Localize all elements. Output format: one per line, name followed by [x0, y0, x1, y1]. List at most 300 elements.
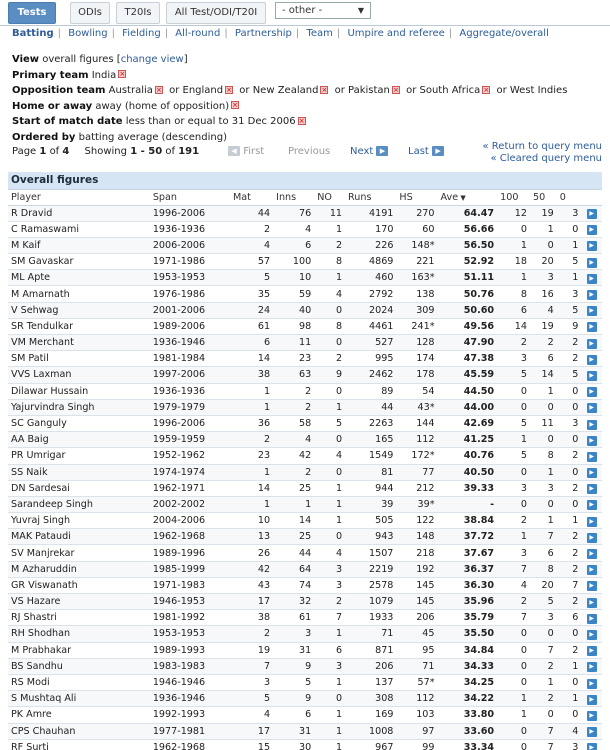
cell-not-outs: 0: [314, 432, 345, 448]
cell-fifties: 7: [530, 739, 557, 750]
cell-average: 33.34: [438, 739, 498, 750]
row-details-arrow-icon[interactable]: ▶: [587, 290, 597, 300]
cell-player-name[interactable]: BS Sandhu: [8, 658, 150, 674]
row-details-arrow-icon[interactable]: ▶: [587, 339, 597, 349]
cell-player-name[interactable]: C Ramaswami: [8, 221, 150, 237]
cell-runs: 2263: [345, 415, 396, 431]
cell-fifties: 2: [530, 658, 557, 674]
page-next-icon: ▶: [376, 146, 388, 156]
tab-t20is[interactable]: T20Is: [116, 2, 160, 24]
row-details-arrow-icon[interactable]: ▶: [587, 209, 597, 219]
col-0[interactable]: 0: [557, 189, 582, 205]
cell-fifties: 3: [530, 610, 557, 626]
tab-odis[interactable]: ODIs: [70, 2, 110, 24]
cell-innings: 31: [273, 642, 314, 658]
col-no[interactable]: NO: [314, 189, 345, 205]
cell-span: 1989-2006: [150, 318, 230, 334]
cell-runs: 226: [345, 237, 396, 253]
cell-not-outs: 1: [314, 221, 345, 237]
cell-player-name[interactable]: CPS Chauhan: [8, 723, 150, 739]
cell-ducks: 0: [557, 383, 582, 399]
cell-innings: 30: [273, 739, 314, 750]
row-details-arrow-icon[interactable]: ▶: [587, 743, 597, 750]
row-details-arrow-icon[interactable]: ▶: [587, 727, 597, 737]
cell-not-outs: 0: [314, 302, 345, 318]
cell-not-outs: 0: [314, 335, 345, 351]
cell-average: 41.25: [438, 432, 498, 448]
cell-ducks: 5: [557, 302, 582, 318]
cell-high-score: 122: [396, 513, 437, 529]
first-page-button: [228, 146, 264, 157]
cell-innings: 100: [273, 254, 314, 270]
table-row: [8, 577, 602, 593]
view-value: overall figures: [42, 54, 114, 65]
row-details-arrow-icon[interactable]: ▶: [587, 533, 597, 543]
home-away-value: away (home of opposition): [95, 100, 230, 112]
nav-aggregate-overall[interactable]: Aggregate/overall: [459, 28, 549, 39]
cell-high-score: 95: [396, 642, 437, 658]
cell-hundreds: 1: [497, 529, 530, 545]
cell-not-outs: 2: [314, 237, 345, 253]
cell-ducks: 2: [557, 480, 582, 496]
cell-ducks: 0: [557, 221, 582, 237]
cell-ducks: 2: [557, 642, 582, 658]
cell-hundreds: 0: [497, 399, 530, 415]
cell-not-outs: 8: [314, 254, 345, 270]
cell-runs: 308: [345, 691, 396, 707]
cell-player-name[interactable]: AA Baig: [8, 432, 150, 448]
cell-details: [581, 351, 602, 367]
table-row: [8, 464, 602, 480]
cell-player-name[interactable]: Sarandeep Singh: [8, 496, 150, 512]
cell-matches: 36: [230, 415, 273, 431]
cell-runs: 89: [345, 383, 396, 399]
nav-batting[interactable]: Batting: [12, 28, 54, 39]
cell-fifties: 1: [530, 221, 557, 237]
cell-not-outs: 0: [314, 383, 345, 399]
cell-not-outs: 0: [314, 691, 345, 707]
cell-ducks: 0: [557, 432, 582, 448]
table-row: [8, 205, 602, 221]
cell-details: [581, 270, 602, 286]
nav-partnership[interactable]: Partnership: [234, 28, 292, 39]
tab-tests[interactable]: Tests: [8, 2, 56, 24]
cell-span: 1989-1993: [150, 642, 230, 658]
return-to-query-link[interactable]: [482, 141, 602, 153]
cell-not-outs: 1: [314, 513, 345, 529]
cell-innings: 42: [273, 448, 314, 464]
query-menu-links: [482, 141, 602, 165]
cell-high-score: 99: [396, 739, 437, 750]
cell-details: [581, 318, 602, 334]
cell-average: 33.80: [438, 707, 498, 723]
cell-innings: 2: [273, 383, 314, 399]
cell-details: [581, 545, 602, 561]
table-row: [8, 318, 602, 334]
cell-matches: 38: [230, 610, 273, 626]
cell-details: [581, 691, 602, 707]
row-details-arrow-icon[interactable]: ▶: [587, 403, 597, 413]
row-details-arrow-icon[interactable]: ▶: [587, 517, 597, 527]
cell-ducks: 4: [557, 723, 582, 739]
cell-average: 51.11: [438, 270, 498, 286]
cell-details: [581, 529, 602, 545]
row-details-arrow-icon[interactable]: ▶: [587, 598, 597, 608]
cell-innings: 61: [273, 610, 314, 626]
nav-bowling[interactable]: Bowling: [68, 28, 108, 39]
cell-ducks: 7: [557, 577, 582, 593]
table-row: [8, 432, 602, 448]
col-runs[interactable]: Runs: [345, 189, 396, 205]
opposition-team: or Pakistan: [334, 85, 390, 96]
cell-player-name[interactable]: SM Patil: [8, 351, 150, 367]
row-details-arrow-icon[interactable]: ▶: [587, 306, 597, 316]
cell-innings: 11: [273, 335, 314, 351]
col-span[interactable]: Span: [150, 189, 230, 205]
cell-matches: 2: [230, 432, 273, 448]
cell-fifties: 3: [530, 480, 557, 496]
cell-not-outs: 2: [314, 351, 345, 367]
remove-filter-x-icon[interactable]: ×: [483, 85, 490, 94]
cell-fifties: 0: [530, 626, 557, 642]
cell-matches: 1: [230, 383, 273, 399]
remove-filter-x-icon[interactable]: ×: [155, 85, 162, 94]
cell-span: 2004-2006: [150, 513, 230, 529]
table-row: [8, 254, 602, 270]
cell-player-name[interactable]: VS Hazare: [8, 594, 150, 610]
row-details-arrow-icon[interactable]: ▶: [587, 258, 597, 268]
cell-fifties: 1: [530, 513, 557, 529]
cell-player-name[interactable]: GR Viswanath: [8, 577, 150, 593]
cell-high-score: 39*: [396, 496, 437, 512]
table-row: [8, 610, 602, 626]
cell-ducks: 1: [557, 513, 582, 529]
opposition-team: Australia: [108, 85, 153, 96]
nav-team[interactable]: Team: [306, 28, 333, 39]
cell-player-name[interactable]: M Prabhakar: [8, 642, 150, 658]
cell-details: [581, 642, 602, 658]
cell-hundreds: 8: [497, 286, 530, 302]
cell-player-name[interactable]: SV Manjrekar: [8, 545, 150, 561]
row-details-arrow-icon[interactable]: ▶: [587, 355, 597, 365]
cell-average: 34.84: [438, 642, 498, 658]
col-inns[interactable]: Inns: [273, 189, 314, 205]
cell-player-name[interactable]: SC Ganguly: [8, 415, 150, 431]
cell-innings: 3: [273, 626, 314, 642]
cell-matches: 35: [230, 286, 273, 302]
cell-high-score: 270: [396, 205, 437, 221]
cell-innings: 5: [273, 674, 314, 690]
cell-details: [581, 610, 602, 626]
last-page-button[interactable]: [408, 146, 444, 157]
cell-high-score: 71: [396, 658, 437, 674]
row-details-arrow-icon[interactable]: ▶: [587, 387, 597, 397]
cell-not-outs: 4: [314, 448, 345, 464]
cell-details: [581, 464, 602, 480]
cell-hundreds: 6: [497, 302, 530, 318]
cell-player-name[interactable]: M Amarnath: [8, 286, 150, 302]
shown-range: 1 - 50: [130, 146, 163, 157]
cell-player-name[interactable]: SS Naik: [8, 464, 150, 480]
cell-details: [581, 480, 602, 496]
cell-ducks: 2: [557, 561, 582, 577]
cell-matches: 1: [230, 496, 273, 512]
cell-fifties: 7: [530, 723, 557, 739]
cell-span: 1936-1946: [150, 691, 230, 707]
cell-innings: 63: [273, 367, 314, 383]
cell-details: [581, 415, 602, 431]
cell-average: 64.47: [438, 205, 498, 221]
cell-innings: 6: [273, 707, 314, 723]
cell-innings: 1: [273, 496, 314, 512]
row-details-arrow-icon[interactable]: ▶: [587, 711, 597, 721]
cell-player-name[interactable]: V Sehwag: [8, 302, 150, 318]
cell-average: 35.96: [438, 594, 498, 610]
other-format-dropdown[interactable]: [275, 2, 371, 19]
row-details-arrow-icon[interactable]: ▶: [587, 436, 597, 446]
row-details-arrow-icon[interactable]: ▶: [587, 662, 597, 672]
row-details-arrow-icon[interactable]: ▶: [587, 420, 597, 430]
row-details-arrow-icon[interactable]: ▶: [587, 468, 597, 478]
cell-high-score: 43*: [396, 399, 437, 415]
cell-span: 1974-1974: [150, 464, 230, 480]
cell-ducks: 0: [557, 496, 582, 512]
cell-matches: 5: [230, 270, 273, 286]
cell-average: 52.92: [438, 254, 498, 270]
cell-runs: 2024: [345, 302, 396, 318]
cell-ducks: 1: [557, 270, 582, 286]
cell-player-name[interactable]: ML Apte: [8, 270, 150, 286]
cell-player-name[interactable]: Yajurvindra Singh: [8, 399, 150, 415]
stat-type-nav: Batting | Bowling | Fielding | All-round | Partnership | Team | Umpire and referee | Aggregate/overall: [12, 28, 549, 39]
cell-fifties: 0: [530, 496, 557, 512]
cell-runs: 4461: [345, 318, 396, 334]
cell-hundreds: 1: [497, 707, 530, 723]
tab-all-formats[interactable]: All Test/ODI/T20I: [166, 2, 266, 24]
col-details: [581, 189, 602, 205]
row-details-arrow-icon[interactable]: ▶: [587, 646, 597, 656]
cell-span: 1996-2006: [150, 415, 230, 431]
cell-player-name[interactable]: RF Surti: [8, 739, 150, 750]
table-row: [8, 383, 602, 399]
cell-not-outs: 3: [314, 658, 345, 674]
row-details-arrow-icon[interactable]: ▶: [587, 695, 597, 705]
cell-player-name[interactable]: R Dravid: [8, 205, 150, 221]
row-details-arrow-icon[interactable]: ▶: [587, 500, 597, 510]
cell-player-name[interactable]: RH Shodhan: [8, 626, 150, 642]
row-details-arrow-icon[interactable]: ▶: [587, 614, 597, 624]
current-page: 1: [39, 146, 47, 157]
cell-innings: 76: [273, 205, 314, 221]
table-row: [8, 658, 602, 674]
cell-player-name[interactable]: Dilawar Hussain: [8, 383, 150, 399]
table-row: [8, 723, 602, 739]
cell-fifties: 2: [530, 335, 557, 351]
cell-runs: 871: [345, 642, 396, 658]
cell-matches: 15: [230, 739, 273, 750]
cell-details: [581, 237, 602, 253]
cell-hundreds: 1: [497, 691, 530, 707]
cell-player-name[interactable]: SM Gavaskar: [8, 254, 150, 270]
cell-innings: 25: [273, 529, 314, 545]
cell-matches: 2: [230, 221, 273, 237]
table-row: [8, 739, 602, 750]
next-page-button[interactable]: [350, 146, 388, 157]
showing-indicator: Showing 1 - 50 of 191: [84, 146, 200, 157]
opposition-line: [12, 83, 567, 99]
cell-player-name[interactable]: S Mushtaq Ali: [8, 691, 150, 707]
cell-matches: 26: [230, 545, 273, 561]
cell-matches: 57: [230, 254, 273, 270]
cell-player-name[interactable]: SR Tendulkar: [8, 318, 150, 334]
cell-ducks: 0: [557, 674, 582, 690]
cell-runs: 4191: [345, 205, 396, 221]
cell-runs: 44: [345, 399, 396, 415]
cell-matches: 5: [230, 691, 273, 707]
cell-ducks: 2: [557, 335, 582, 351]
row-details-arrow-icon[interactable]: ▶: [587, 241, 597, 251]
cell-player-name[interactable]: PR Umrigar: [8, 448, 150, 464]
cell-ducks: 0: [557, 626, 582, 642]
cell-not-outs: 4: [314, 286, 345, 302]
cell-average: 34.25: [438, 674, 498, 690]
pager: [12, 141, 602, 164]
cell-fifties: 1: [530, 674, 557, 690]
cell-details: [581, 658, 602, 674]
col-ave[interactable]: [438, 189, 498, 205]
cell-not-outs: 1: [314, 723, 345, 739]
cell-span: 2006-2006: [150, 237, 230, 253]
remove-filter-x-icon[interactable]: ×: [226, 85, 233, 94]
cell-details: [581, 674, 602, 690]
col-50[interactable]: 50: [530, 189, 557, 205]
cell-player-name[interactable]: M Azharuddin: [8, 561, 150, 577]
table-row: [8, 674, 602, 690]
cell-high-score: 144: [396, 415, 437, 431]
row-details-arrow-icon[interactable]: ▶: [587, 549, 597, 559]
opposition-team: or South Africa: [406, 85, 481, 96]
cell-innings: 2: [273, 464, 314, 480]
cell-not-outs: 5: [314, 415, 345, 431]
table-row: [8, 496, 602, 512]
cell-player-name[interactable]: MAK Pataudi: [8, 529, 150, 545]
primary-team-line: [12, 68, 567, 84]
row-details-arrow-icon[interactable]: ▶: [587, 581, 597, 591]
cell-details: [581, 626, 602, 642]
cell-average: 36.37: [438, 561, 498, 577]
cell-details: [581, 739, 602, 750]
cell-player-name[interactable]: VM Merchant: [8, 335, 150, 351]
cell-high-score: 206: [396, 610, 437, 626]
remove-filter-x-icon[interactable]: ×: [321, 85, 328, 94]
cell-player-name[interactable]: RJ Shastri: [8, 610, 150, 626]
cell-hundreds: 0: [497, 464, 530, 480]
cell-span: 1977-1981: [150, 723, 230, 739]
cell-average: 35.50: [438, 626, 498, 642]
query-summary: [12, 52, 567, 145]
cell-not-outs: 3: [314, 561, 345, 577]
row-details-arrow-icon[interactable]: ▶: [587, 371, 597, 381]
opposition-label: Opposition team: [12, 85, 106, 96]
cell-runs: 1079: [345, 594, 396, 610]
cell-hundreds: 2: [497, 335, 530, 351]
batting-table: [8, 172, 602, 750]
cell-hundreds: 0: [497, 496, 530, 512]
cell-average: 47.38: [438, 351, 498, 367]
table-row: [8, 302, 602, 318]
page-first-icon: ◀: [228, 146, 240, 156]
cell-not-outs: 1: [314, 739, 345, 750]
cell-hundreds: 3: [497, 545, 530, 561]
cell-span: 1981-1984: [150, 351, 230, 367]
cell-player-name[interactable]: RS Modi: [8, 674, 150, 690]
cell-high-score: 128: [396, 335, 437, 351]
cell-average: 47.90: [438, 335, 498, 351]
cell-span: 1971-1983: [150, 577, 230, 593]
table-row: [8, 707, 602, 723]
nav-umpire-referee[interactable]: Umpire and referee: [347, 28, 445, 39]
cell-span: 1936-1946: [150, 335, 230, 351]
cell-fifties: 16: [530, 286, 557, 302]
remove-filter-x-icon[interactable]: ×: [119, 70, 126, 78]
cell-player-name[interactable]: DN Sardesai: [8, 480, 150, 496]
nav-fielding[interactable]: Fielding: [122, 28, 161, 39]
cell-player-name[interactable]: Yuvraj Singh: [8, 513, 150, 529]
remove-filter-x-icon[interactable]: ×: [232, 101, 239, 109]
cell-innings: 58: [273, 415, 314, 431]
col-100[interactable]: 100: [497, 189, 530, 205]
row-details-arrow-icon[interactable]: ▶: [587, 565, 597, 575]
cell-fifties: 3: [530, 270, 557, 286]
cell-ducks: 2: [557, 529, 582, 545]
cell-hundreds: 7: [497, 610, 530, 626]
remove-filter-x-icon[interactable]: ×: [298, 116, 305, 125]
nav-all-round[interactable]: All-round: [175, 28, 221, 39]
cell-span: 1959-1959: [150, 432, 230, 448]
cell-player-name[interactable]: PK Amre: [8, 707, 150, 723]
cleared-query-link[interactable]: [482, 153, 602, 165]
cell-details: [581, 383, 602, 399]
row-details-arrow-icon[interactable]: ▶: [587, 225, 597, 235]
cell-span: 1979-1979: [150, 399, 230, 415]
col-mat[interactable]: Mat: [230, 189, 273, 205]
cell-matches: 14: [230, 351, 273, 367]
col-player[interactable]: Player: [8, 189, 150, 205]
row-details-arrow-icon[interactable]: ▶: [587, 630, 597, 640]
cell-ducks: 3: [557, 286, 582, 302]
start-date-label: Start of match date: [12, 116, 123, 127]
sort-desc-icon: ▼: [458, 193, 466, 202]
cell-average: 49.56: [438, 318, 498, 334]
table-row: [8, 237, 602, 253]
table-row: [8, 480, 602, 496]
row-details-arrow-icon[interactable]: ▶: [587, 679, 597, 689]
cell-player-name[interactable]: VVS Laxman: [8, 367, 150, 383]
row-details-arrow-icon[interactable]: ▶: [587, 274, 597, 284]
row-details-arrow-icon[interactable]: ▶: [587, 322, 597, 332]
change-view-link[interactable]: change view: [120, 54, 184, 65]
cell-player-name[interactable]: M Kaif: [8, 237, 150, 253]
cell-fifties: 4: [530, 302, 557, 318]
start-date-line: [12, 114, 567, 130]
return-label: Return to query menu: [491, 141, 602, 152]
table-row: [8, 399, 602, 415]
row-details-arrow-icon[interactable]: ▶: [587, 452, 597, 462]
col-hs[interactable]: HS: [396, 189, 437, 205]
row-details-arrow-icon[interactable]: ▶: [587, 484, 597, 494]
remove-filter-x-icon[interactable]: ×: [392, 85, 399, 94]
cell-span: 1953-1953: [150, 270, 230, 286]
